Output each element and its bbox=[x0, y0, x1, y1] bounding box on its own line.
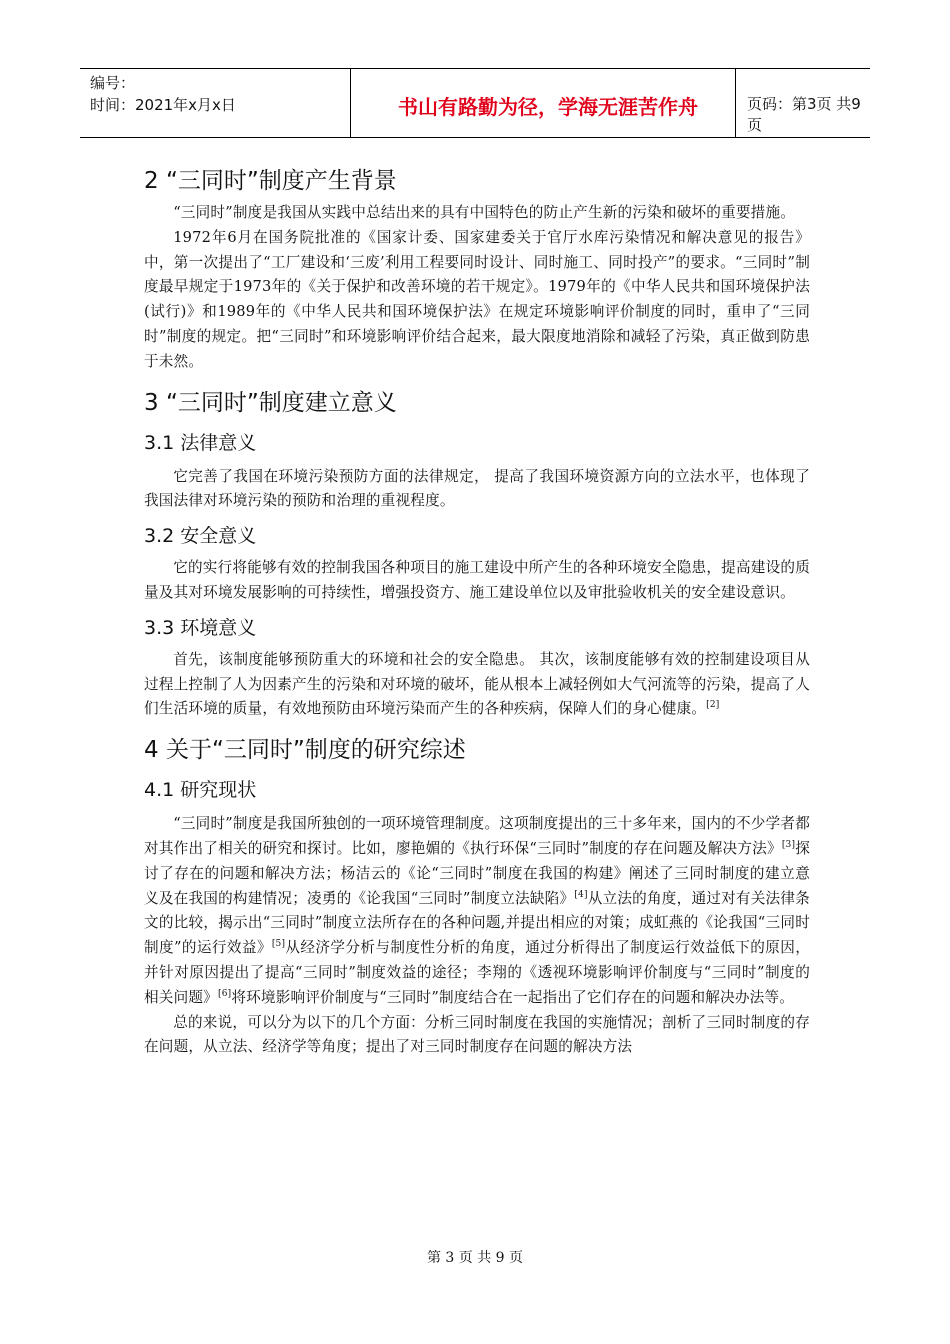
citation-ref: [5] bbox=[271, 939, 286, 950]
section-3-heading: 3 “三同时”制度建立意义 bbox=[144, 389, 397, 416]
section-4-1-text-c: 从立法的角度，通过对有关法律条文的比较，揭示出“三同时”制度立法所存在的各种问题,并提出相应的对策；成虹燕的《论我国“三同时制度”的运行效益》 bbox=[144, 889, 810, 957]
section-4-1-paragraph-1 bbox=[144, 812, 810, 1010]
document-body bbox=[144, 165, 810, 1060]
header-page-number: 页码：第3页 共9页 bbox=[747, 95, 861, 134]
citation-ref: [4] bbox=[574, 889, 588, 900]
header-divider bbox=[350, 69, 351, 137]
header-meta bbox=[90, 72, 236, 116]
section-4-1-heading: 4.1 研究现状 bbox=[144, 779, 257, 802]
citation-ref: [2] bbox=[706, 700, 720, 711]
page-footer: 第 3 页 共 9 页 bbox=[426, 1250, 524, 1266]
section-3-2-paragraph: 它的实行将能够有效的控制我国各种项目的施工建设中所产生的各种环境安全隐患，提高建设的质量及其对环境发展影响的可持续性，增强投资方、施工建设单位以及审批验收机关的安全建设意识。 bbox=[144, 559, 810, 601]
section-4-1-text-d: 从经济学分析与制度性分析的角度，通过分析得出了制度运行效益低下的原因，并针对原因提出了提高“三同时”制度效益的途径；李翔的《透视环境影响评价制度与“三同时”制度的相关问题》 bbox=[144, 939, 810, 1006]
header-motto: 书山有路勤为径，学海无涯苦作舟 bbox=[398, 95, 698, 119]
header-number: 编号： bbox=[90, 74, 136, 92]
section-2-heading: 2 “三同时”制度产生背景 bbox=[144, 168, 397, 194]
section-2-paragraph-2: 1972年6月在国务院批准的《国家计委、国家建委关于官厅水库污染情况和解决意见的报告》中，第一次提出了“工厂建设和‘三废’利用工程要同时设计、同时施工、同时投产”的要求。“三同时”制度最早规定于1973年的《关于保护和改善环境的若干规定》。1979年的《中华人民共和国环境保护法(试行)》和1989年的《中华人民共和国环境保护法》在规定环境影响评价制度的同时，重申了“三同时”制度的规定。把“三同时”和环境影响评价结合起来，最大限度地消除和减轻了污染，真正做到防患于未然。 bbox=[144, 228, 810, 370]
section-4-1-text-e: 将环境影响评价制度与“三同时”制度结合在一起指出了它们存在的问题和解决办法等。 bbox=[231, 988, 795, 1006]
section-3-3-paragraph bbox=[144, 648, 810, 722]
citation-ref: [3] bbox=[781, 840, 796, 851]
section-4-1-text-b: 探讨了存在的问题和解决方法；杨洁云的《论“三同时”制度在我国的构建》阐述了三同时制度的建立意义及在我国的构建情况；凌勇的《论我国“三同时”制度立法缺陷》 bbox=[144, 839, 810, 907]
section-4-1-text-a: “三同时”制度是我国所独创的一项环境管理制度。这项制度提出的三十多年来，国内的不少学者都对其作出了相关的研究和探讨。比如，廖艳媚的《执行环保“三同时”制度的存在问题及解决方法》 bbox=[144, 815, 810, 857]
page-header bbox=[80, 68, 870, 138]
section-3-3-heading: 3.3 环境意义 bbox=[144, 616, 257, 639]
header-date: 时间：2021年x月x日 bbox=[90, 96, 236, 114]
section-3-1-paragraph: 它完善了我国在环境污染预防方面的法律规定， 提高了我国环境资源方向的立法水平，也体现了我国法律对环境污染的预防和治理的重视程度。 bbox=[144, 467, 810, 510]
section-4-1-paragraph-2: 总的来说，可以分为以下的几个方面：分析三同时制度在我国的实施情况；剖析了三同时制度的存在问题，从立法、经济学等角度；提出了对三同时制度存在问题的解决方法 bbox=[144, 1013, 810, 1056]
section-3-1-heading: 3.1 法律意义 bbox=[144, 431, 257, 454]
header-divider bbox=[735, 69, 736, 137]
section-2-paragraph-1: “三同时”制度是我国从实践中总结出来的具有中国特色的防止产生新的污染和破坏的重要措施。 bbox=[173, 204, 796, 221]
section-4-heading: 4 关于“三同时”制度的研究综述 bbox=[144, 737, 466, 764]
citation-ref: [6] bbox=[217, 988, 232, 999]
section-3-2-heading: 3.2 安全意义 bbox=[144, 525, 257, 548]
section-3-3-text: 首先，该制度能够预防重大的环境和社会的安全隐患。 其次，该制度能够有效的控制建设项目从过程上控制了人为因素产生的污染和对环境的破坏，能从根本上减轻例如大气河流等的污染，提高了人们生活环境的质量，有效地预防由环境污染而产生的各种疾病，保障人们的身心健康。 bbox=[144, 650, 810, 718]
